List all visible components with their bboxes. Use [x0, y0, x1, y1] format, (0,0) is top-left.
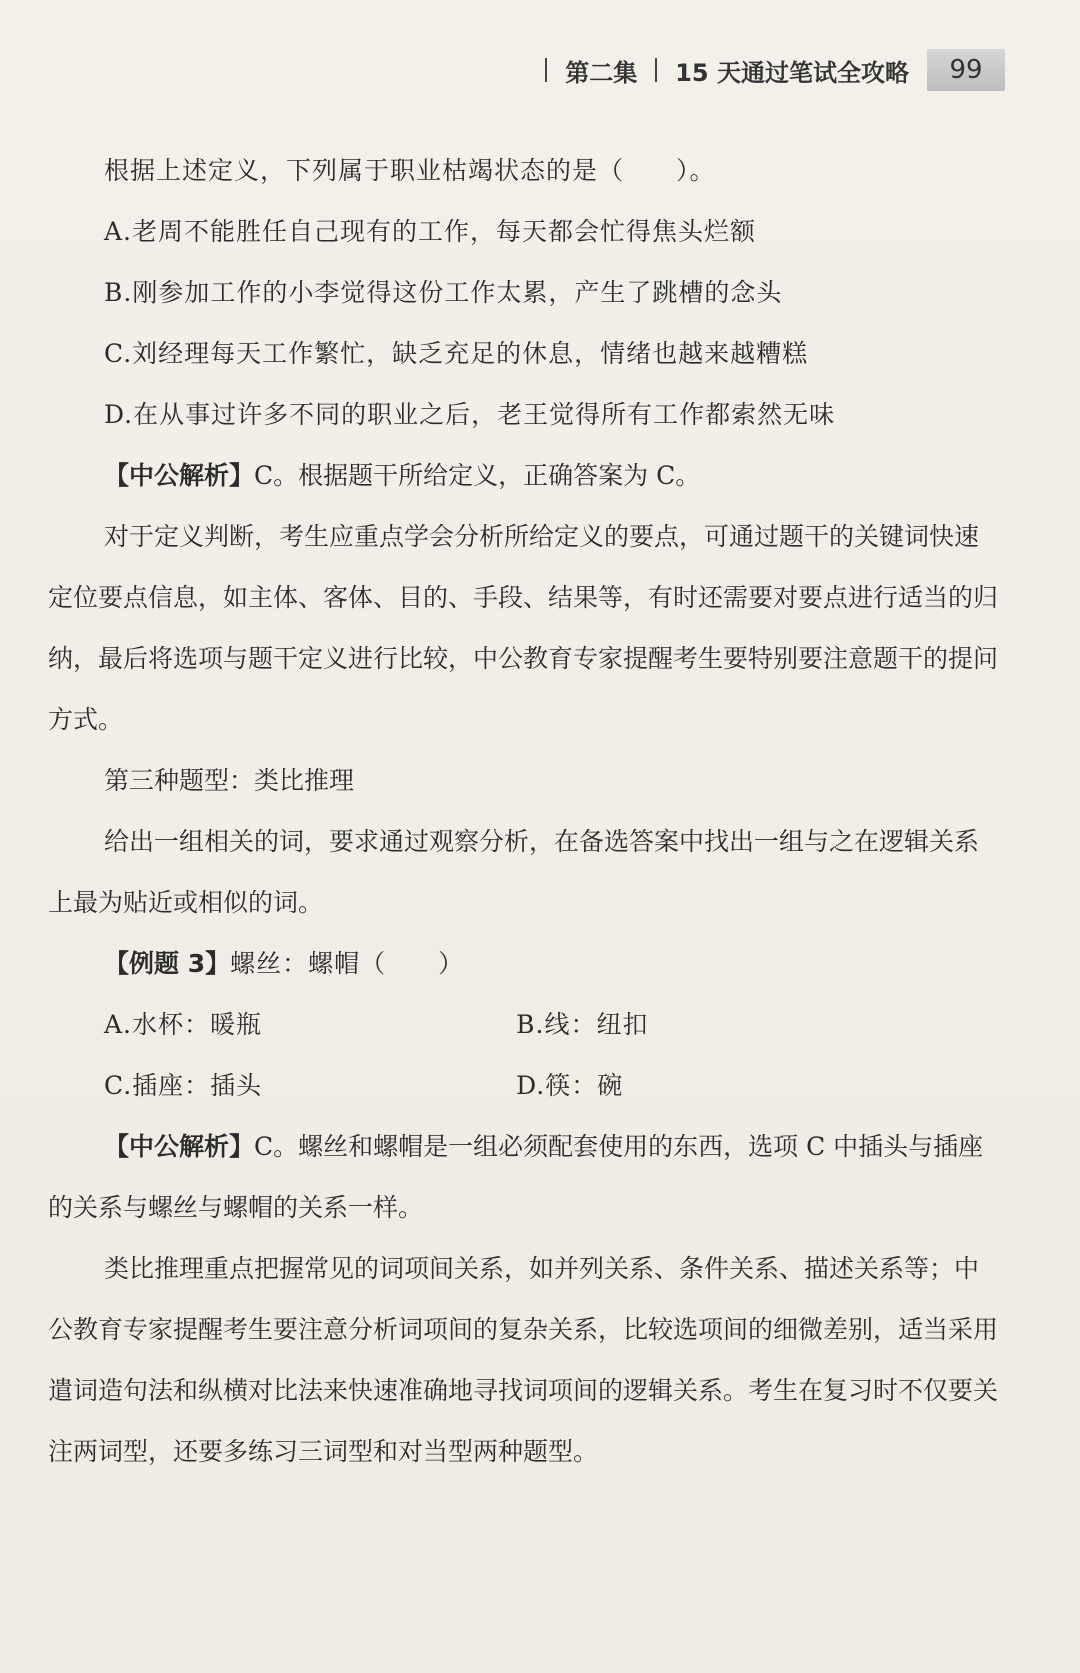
example-option-c: C.插座：插头	[104, 1071, 263, 1100]
option-c: C.刘经理每天工作繁忙，缺乏充足的休息，情绪也越来越糟糕	[104, 339, 809, 368]
option-b: B.刚参加工作的小李觉得这份工作太累，产生了跳槽的念头	[104, 278, 783, 307]
option-d: D.在从事过许多不同的职业之后，老王觉得所有工作都索然无味	[104, 400, 836, 429]
question-stem: 根据上述定义，下列属于职业枯竭状态的是（ ）。	[104, 156, 716, 185]
header-title: 15 天通过笔试全攻略	[675, 58, 909, 87]
option-a: A.老周不能胜任自己现有的工作，每天都会忙得焦头烂额	[104, 217, 757, 246]
header-divider	[655, 58, 657, 82]
type3-description: 给出一组相关的词，要求通过观察分析，在备选答案中找出一组与之在逻辑关系上最为贴近或相似的词。	[48, 827, 980, 917]
options-row-2	[48, 1055, 1000, 1116]
analysis-1	[48, 445, 1000, 506]
header-divider	[545, 58, 547, 82]
example-label: 【例题 3】	[104, 949, 231, 978]
example-option-d: D.筷：碗	[516, 1071, 624, 1100]
analysis-text: C。根据题干所给定义，正确答案为 C。	[254, 461, 701, 490]
example-option-b: B.线：纽扣	[516, 1010, 649, 1039]
page-body	[48, 140, 1000, 1482]
definition-paragraph: 对于定义判断，考生应重点学会分析所给定义的要点，可通过题干的关键词快速定位要点信息，如主体、客体、目的、手段、结果等，有时还需要对要点进行适当的归纳，最后将选项与题干定义进行比较，中公教育专家提醒考生要特别要注意题干的提问方式。	[48, 522, 999, 734]
analysis-2	[48, 1116, 1000, 1238]
analysis-text: C。螺丝和螺帽是一组必须配套使用的东西，选项 C 中插头与插座的关系与螺丝与螺帽的关系一样。	[48, 1132, 984, 1222]
analysis-label: 【中公解析】	[104, 461, 255, 490]
type3-title: 第三种题型：类比推理	[104, 766, 355, 795]
page-number: 99	[927, 49, 1005, 91]
options-row-1	[48, 994, 1000, 1055]
example-3	[48, 933, 1000, 994]
example-option-a: A.水杯：暖瓶	[104, 1010, 263, 1039]
analysis-label: 【中公解析】	[104, 1132, 255, 1161]
header-section: 第二集	[565, 58, 638, 87]
running-header	[520, 46, 1005, 94]
example-text: 螺丝：螺帽（ ）	[230, 949, 465, 978]
analogy-paragraph: 类比推理重点把握常见的词项间关系，如并列关系、条件关系、描述关系等；中公教育专家提醒考生要注意分析词项间的复杂关系，比较选项间的细微差别，适当采用遣词造句法和纵横对比法来快速准确地寻找词项间的逻辑关系。考生在复习时不仅要关注两词型，还要多练习三词型和对当型两种题型。	[48, 1254, 999, 1466]
